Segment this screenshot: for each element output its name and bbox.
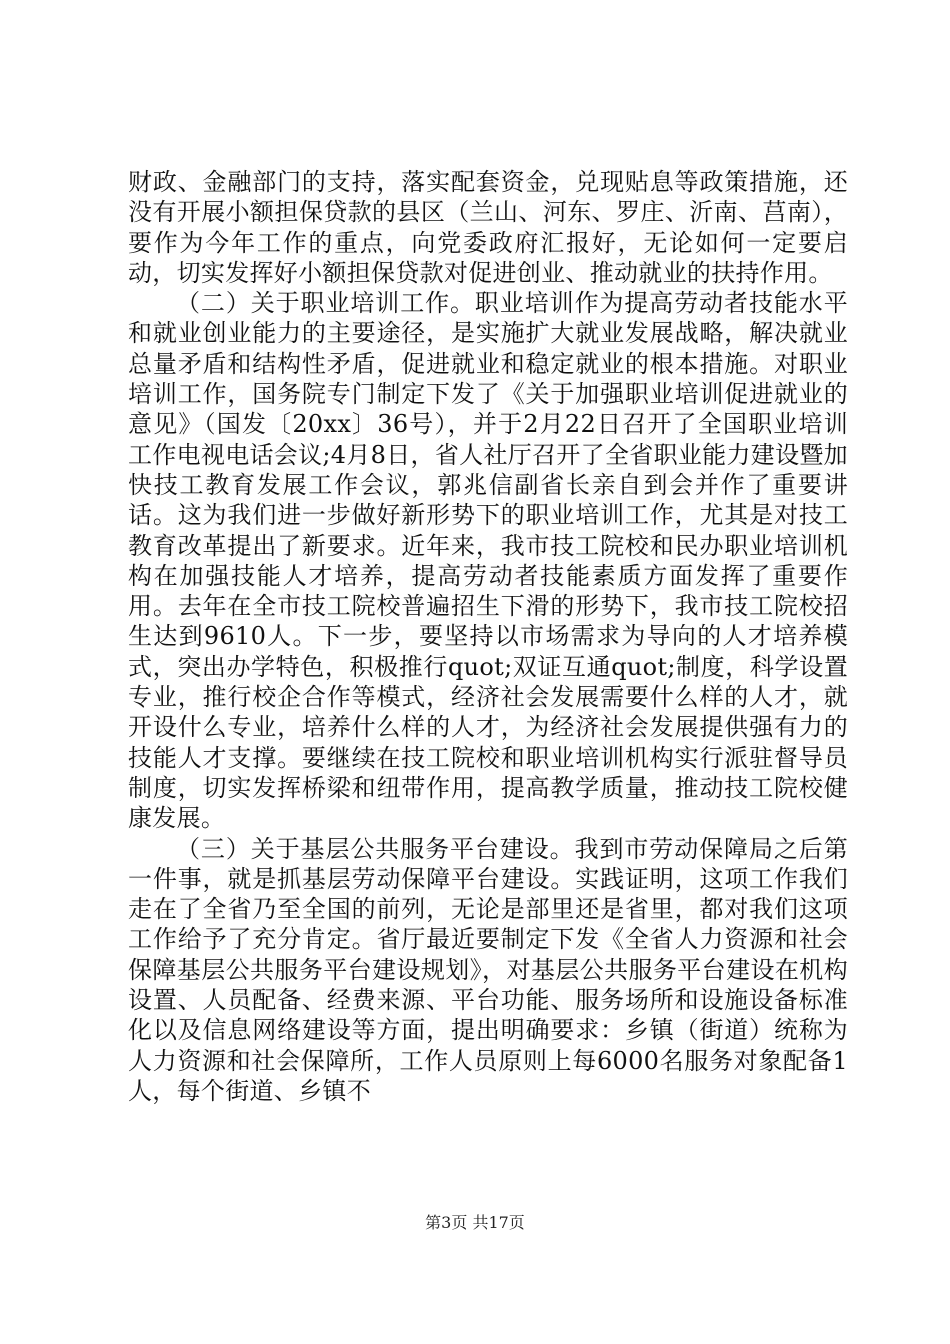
body-text <box>128 167 848 1106</box>
page-footer: 第3页 共17页 <box>425 1213 525 1232</box>
paragraph-2-vocational-training: （二）关于职业培训工作。职业培训作为提高劳动者技能水平和就业创业能力的主要途径，是实施扩大就业发展战略，解决就业总量矛盾和结构性矛盾，促进就业和稳定就业的根本措施。对职业培训工作，国务院专门制定下发了《关于加强职业培训促进就业的意见》（国发〔20xx〕36号），并于2月22日召开了全国职业培训工作电视电话会议;4月8日，省人社厅召开了全省职业能力建设暨加快技工教育发展工作会议，郭兆信副省长亲自到会并作了重要讲话。这为我们进一步做好新形势下的职业培训工作，尤其是对技工教育改革提出了新要求。近年来，我市技工院校和民办职业培训机构在加强技能人才培养，提高劳动者技能素质方面发挥了重要作用。去年在全市技工院校普遍招生下滑的形势下，我市技工院校招生达到9610人。下一步，要坚持以市场需求为导向的人才培养模式，突出办学特色，积极推行quot;双证互通quot;制度，科学设置专业，推行校企合作等模式，经济社会发展需要什么样的人才，就开设什么专业，培养什么样的人才，为经济社会发展提供强有力的技能人才支撑。要继续在技工院校和职业培训机构实行派驻督导员制度，切实发挥桥梁和纽带作用，提高教学质量，推动技工院校健康发展。 <box>128 289 848 833</box>
paragraph-1: 财政、金融部门的支持，落实配套资金，兑现贴息等政策措施，还没有开展小额担保贷款的县区（兰山、河东、罗庄、沂南、莒南），要作为今年工作的重点，向党委政府汇报好，无论如何一定要启动，切实发挥好小额担保贷款对促进创业、推动就业的扶持作用。 <box>128 168 848 287</box>
paragraph-3-public-service-platform: （三）关于基层公共服务平台建设。我到市劳动保障局之后第一件事，就是抓基层劳动保障平台建设。实践证明，这项工作我们走在了全省乃至全国的前列，无论是部里还是省里，都对我们这项工作给予了充分肯定。省厅最近要制定下发《全省人力资源和社会保障基层公共服务平台建设规划》，对基层公共服务平台建设在机构设置、人员配备、经费来源、平台功能、服务场所和设施设备标准化以及信息网络建设等方面，提出明确要求：乡镇（街道）统称为人力资源和社会保障所，工作人员原则上每6000名服务对象配备1人，每个街道、乡镇不 <box>128 834 848 1105</box>
